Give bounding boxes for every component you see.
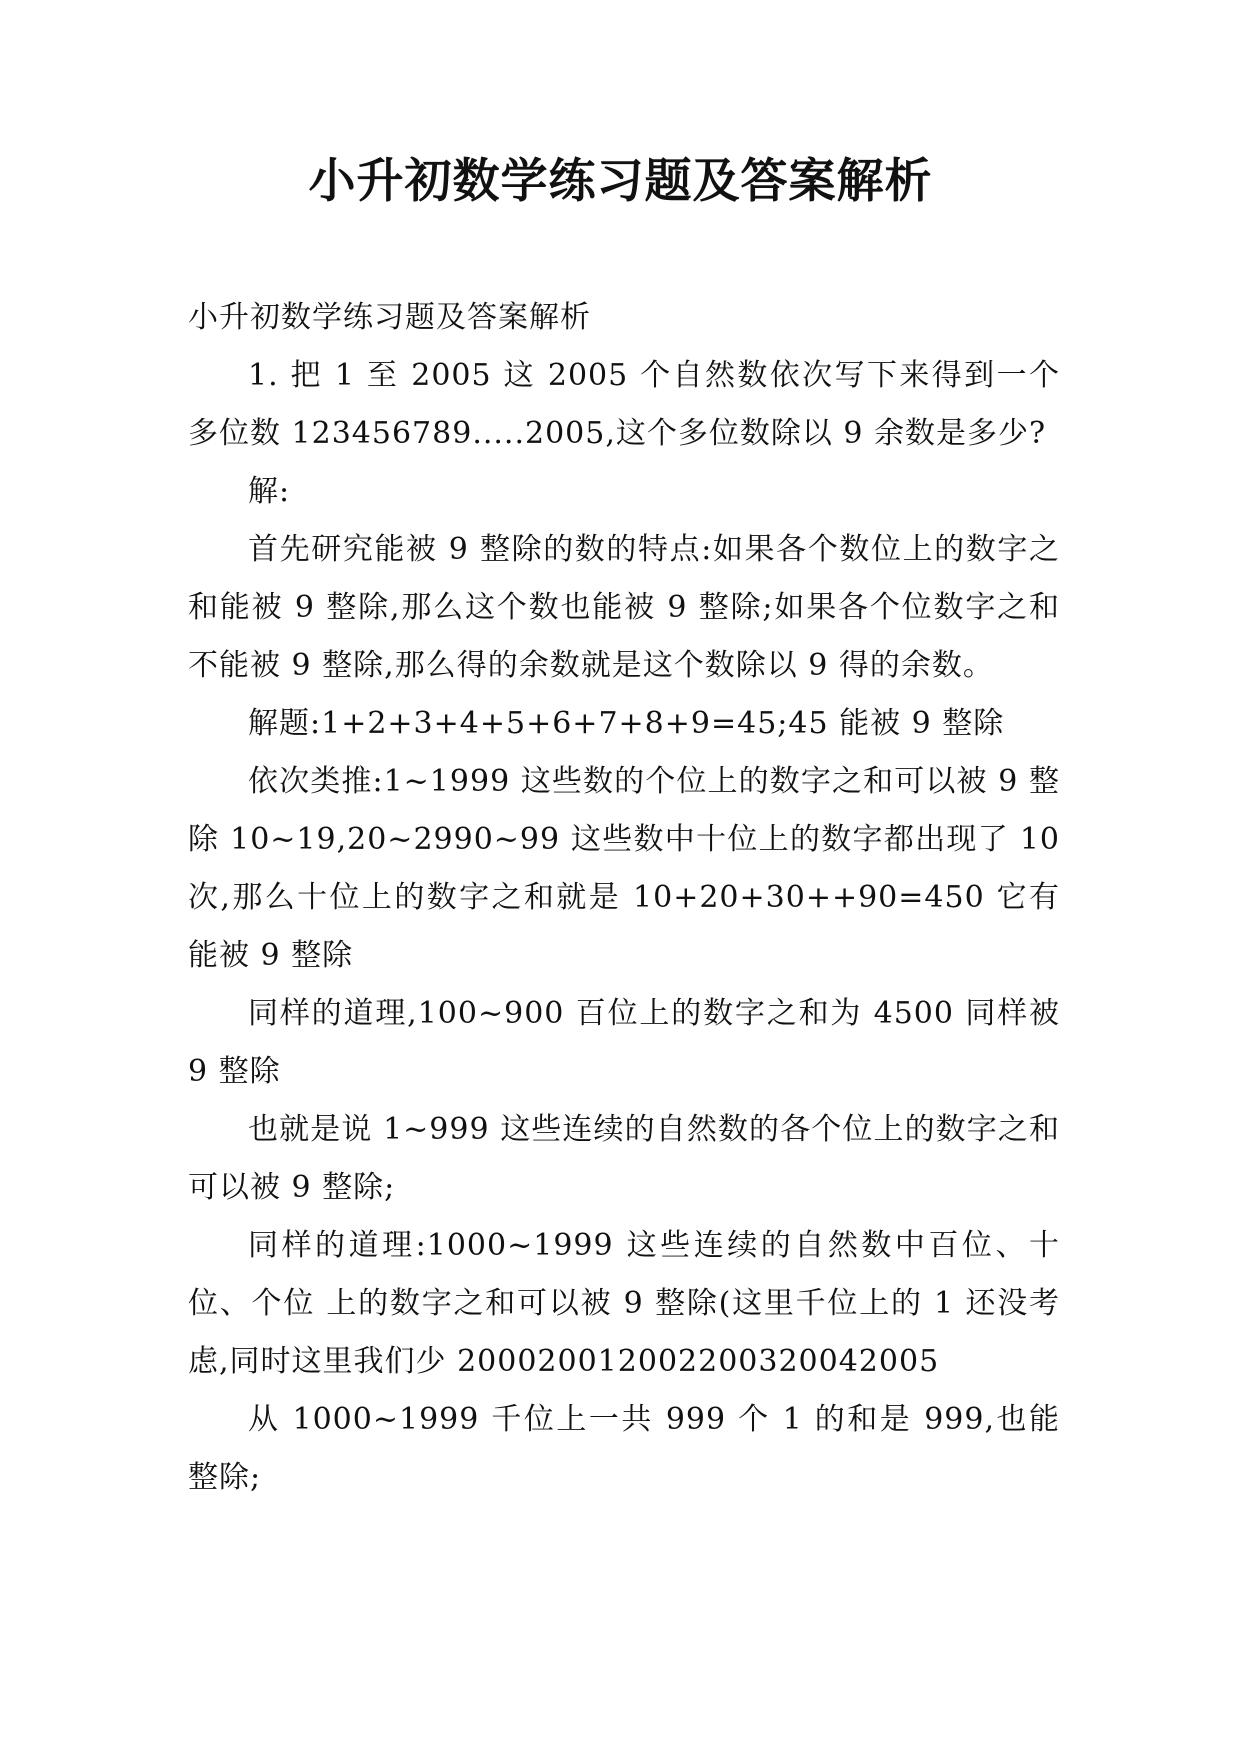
paragraph-hundreds: 同样的道理,100~900 百位上的数字之和为 4500 同样被 9 整除 [188,996,1060,1089]
paragraph-question: 1. 把 1 至 2005 这 2005 个自然数依次写下来得到一个多位数 123456789.....2005,这个多位数除以 9 余数是多少? [188,358,1060,451]
document-body [188,289,1060,1507]
paragraph-heading: 小升初数学练习题及答案解析 [188,300,591,335]
paragraph-1-to-999: 也就是说 1~999 这些连续的自然数的各个位上的数字之和可以被 9 整除; [188,1112,1060,1205]
document-title: 小升初数学练习题及答案解析 [308,154,933,209]
paragraph-1000-to-1999: 同样的道理:1000~1999 这些连续的自然数中百位、十位、个位 上的数字之和可以被 9 整除(这里千位上的 1 还没考虑,同时这里我们少 2000200120022003200420​05 [188,1228,1060,1379]
paragraph-thousands: 从 1000~1999 千位上一共 999 个 1 的和是 999,也能整除; [188,1402,1060,1495]
paragraph-solution-label: 解: [248,474,291,509]
paragraph-solve-step: 解题:1+2+3+4+5+6+7+8+9=45;45 能被 9 整除 [248,706,1005,741]
paragraph-ones-tens: 依次类推:1~1999 这些数的个位上的数字之和可以被 9 整除 10~19,20~2990~99 这些数中十位上的数字都出现了 10 次,那么十位上的数字之和就是 10+20+30++90=450 它有能被 9 整除 [188,764,1060,973]
paragraph-divisibility-rule: 首先研究能被 9 整除的数的特点:如果各个数位上的数字之和能被 9 整除,那么这个数也能被 9 整除;如果各个位数字之和不能被 9 整除,那么得的余数就是这个数除以 9 得的余数。 [188,532,1060,683]
